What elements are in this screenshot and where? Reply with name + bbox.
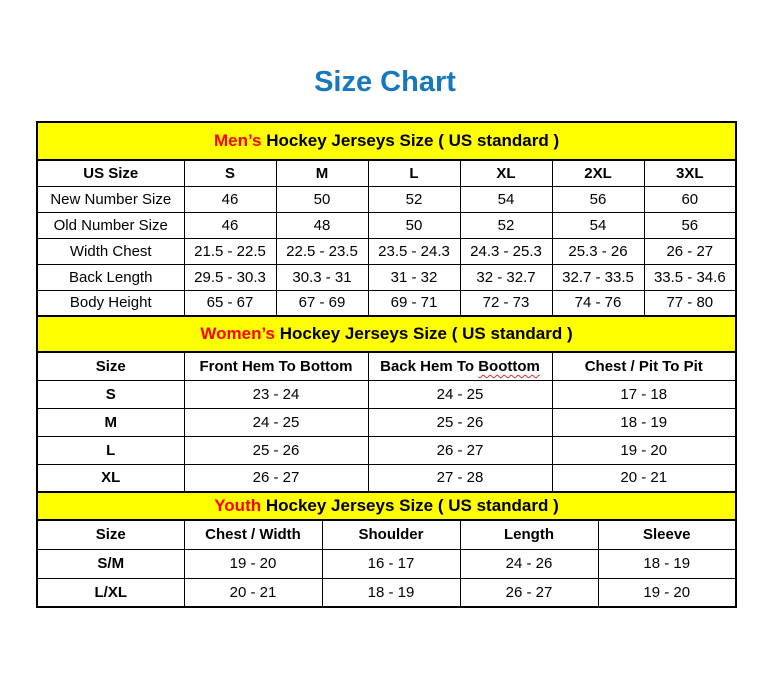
table-cell: 24.3 - 25.3: [460, 238, 552, 264]
table-cell: 72 - 73: [460, 290, 552, 316]
table-cell: 46: [184, 186, 276, 212]
row-label: Body Height: [37, 290, 184, 316]
table-cell: 60: [644, 186, 736, 212]
table-cell: 19 - 20: [598, 578, 736, 607]
table-row: [37, 578, 736, 607]
table-row: [37, 186, 736, 212]
table-cell: 25 - 26: [368, 408, 552, 436]
table-row: [37, 464, 736, 492]
table-cell: 50: [276, 186, 368, 212]
table-row: [37, 408, 736, 436]
youth-size-table: [36, 491, 737, 608]
table-cell: 65 - 67: [184, 290, 276, 316]
column-header: Length: [460, 520, 598, 549]
table-cell: 32.7 - 33.5: [552, 264, 644, 290]
table-cell: 19 - 20: [184, 549, 322, 578]
column-header: US Size: [37, 160, 184, 186]
column-header: 2XL: [552, 160, 644, 186]
misspelled-word: Boottom: [478, 357, 540, 375]
table-cell: 24 - 25: [368, 380, 552, 408]
mens-banner-row: [37, 122, 736, 160]
table-cell: 30.3 - 31: [276, 264, 368, 290]
table-cell: 19 - 20: [552, 436, 736, 464]
table-cell: 48: [276, 212, 368, 238]
table-cell: 50: [368, 212, 460, 238]
mens-banner-text: Hockey Jerseys Size ( US standard ): [261, 131, 560, 150]
mens-banner-highlight: Men’s: [213, 131, 262, 150]
table-cell: 20 - 21: [552, 464, 736, 492]
table-cell: 56: [644, 212, 736, 238]
table-cell: 33.5 - 34.6: [644, 264, 736, 290]
row-label: XL: [37, 464, 184, 492]
mens-size-table: [36, 121, 737, 317]
table-cell: 17 - 18: [552, 380, 736, 408]
row-label: Back Length: [37, 264, 184, 290]
womens-size-table: [36, 315, 737, 493]
youth-banner-highlight: Youth: [214, 496, 262, 515]
table-row: [37, 380, 736, 408]
table-cell: 26 - 27: [644, 238, 736, 264]
table-cell: 54: [460, 186, 552, 212]
table-cell: 29.5 - 30.3: [184, 264, 276, 290]
column-header: Chest / Width: [184, 520, 322, 549]
table-cell: 25.3 - 26: [552, 238, 644, 264]
column-header: Front Hem To Bottom: [184, 352, 368, 380]
table-cell: 26 - 27: [460, 578, 598, 607]
womens-banner-text: Hockey Jerseys Size ( US standard ): [275, 324, 573, 343]
row-label: S/M: [37, 549, 184, 578]
table-cell: 24 - 26: [460, 549, 598, 578]
row-label: L: [37, 436, 184, 464]
table-row: [37, 290, 736, 316]
table-cell: 27 - 28: [368, 464, 552, 492]
table-row: [37, 212, 736, 238]
youth-header-row: [37, 520, 736, 549]
row-label: M: [37, 408, 184, 436]
column-header: Sleeve: [598, 520, 736, 549]
row-label: Width Chest: [37, 238, 184, 264]
table-cell: 22.5 - 23.5: [276, 238, 368, 264]
table-cell: 21.5 - 22.5: [184, 238, 276, 264]
size-chart-tables: [36, 121, 737, 608]
table-cell: 18 - 19: [552, 408, 736, 436]
table-cell: 32 - 32.7: [460, 264, 552, 290]
row-label: Old Number Size: [37, 212, 184, 238]
table-cell: 23 - 24: [184, 380, 368, 408]
table-cell: 54: [552, 212, 644, 238]
column-header: Size: [37, 520, 184, 549]
womens-banner-highlight: Women’s: [200, 324, 275, 343]
table-row: [37, 436, 736, 464]
table-row: [37, 264, 736, 290]
youth-banner-row: [37, 492, 736, 520]
youth-table-banner: [37, 492, 736, 520]
table-cell: 56: [552, 186, 644, 212]
row-label: L/XL: [37, 578, 184, 607]
table-cell: 18 - 19: [322, 578, 460, 607]
womens-header-row: [37, 352, 736, 380]
table-cell: 20 - 21: [184, 578, 322, 607]
table-row: [37, 549, 736, 578]
row-label: S: [37, 380, 184, 408]
table-cell: 74 - 76: [552, 290, 644, 316]
table-row: [37, 238, 736, 264]
table-cell: 16 - 17: [322, 549, 460, 578]
column-header: Back Hem To Boottom: [368, 352, 552, 380]
column-header: M: [276, 160, 368, 186]
womens-table-banner: [37, 316, 736, 352]
row-label: New Number Size: [37, 186, 184, 212]
column-header: S: [184, 160, 276, 186]
womens-banner-row: [37, 316, 736, 352]
table-cell: 26 - 27: [184, 464, 368, 492]
table-cell: 24 - 25: [184, 408, 368, 436]
table-cell: 67 - 69: [276, 290, 368, 316]
column-header: Shoulder: [322, 520, 460, 549]
table-cell: 31 - 32: [368, 264, 460, 290]
mens-table-banner: [37, 122, 736, 160]
column-header: XL: [460, 160, 552, 186]
table-cell: 23.5 - 24.3: [368, 238, 460, 264]
column-header: L: [368, 160, 460, 186]
page-title: Size Chart: [314, 66, 456, 98]
table-cell: 26 - 27: [368, 436, 552, 464]
column-header: 3XL: [644, 160, 736, 186]
mens-header-row: [37, 160, 736, 186]
table-cell: 77 - 80: [644, 290, 736, 316]
table-cell: 46: [184, 212, 276, 238]
table-cell: 69 - 71: [368, 290, 460, 316]
column-header: Chest / Pit To Pit: [552, 352, 736, 380]
table-cell: 52: [368, 186, 460, 212]
column-header: Size: [37, 352, 184, 380]
table-cell: 52: [460, 212, 552, 238]
table-cell: 25 - 26: [184, 436, 368, 464]
table-cell: 18 - 19: [598, 549, 736, 578]
youth-banner-text: Hockey Jerseys Size ( US standard ): [261, 496, 559, 515]
